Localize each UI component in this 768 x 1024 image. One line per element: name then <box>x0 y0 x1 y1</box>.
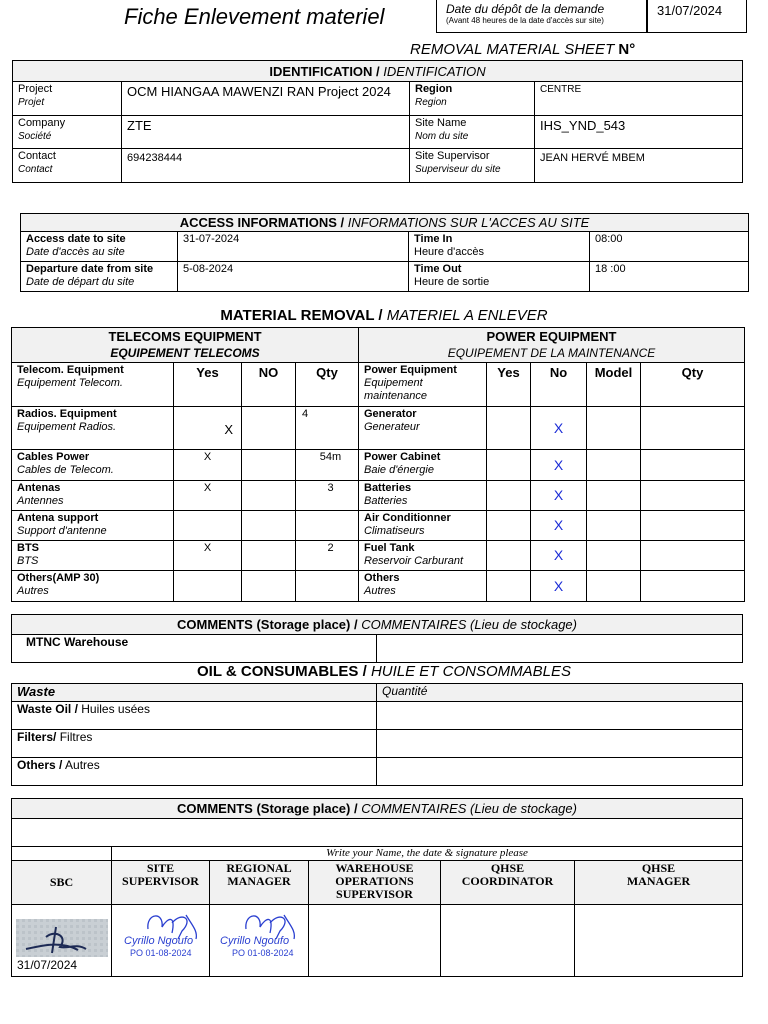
waste-oil-row: Waste Oil / Huiles usées <box>12 702 377 730</box>
col-yes-power-header: Yes <box>487 363 531 407</box>
oil-table <box>11 683 743 786</box>
contact-value: 694238444 <box>122 149 410 183</box>
material-row-5-yes: X <box>174 541 242 571</box>
material-row-1-telecom: Radios. Equipment Equipement Radios. <box>12 407 174 450</box>
material-row-5-telecom: BTS BTS <box>12 541 174 571</box>
sbc-signature-cell <box>12 905 112 977</box>
material-table <box>11 327 745 602</box>
material-row-6-no <box>242 571 296 602</box>
material-row-1-yes: X <box>174 407 242 450</box>
quantity-header: Quantité <box>377 684 743 702</box>
regional-manager-sign-name: Cyrillo Ngoufo <box>220 935 290 947</box>
material-row-2-power-no: X <box>531 450 587 481</box>
departure-date-label: Departure date from site Date de départ du site <box>21 262 178 292</box>
sbc-signature-image <box>16 919 108 957</box>
site-supervisor-signature-cell <box>112 905 210 977</box>
sbc-header: SBC <box>12 861 112 905</box>
supervisor-value: JEAN HERVÉ MBEM <box>535 149 743 183</box>
material-row-2-telecom: Cables Power Cables de Telecom. <box>12 450 174 481</box>
contact-label: Contact Contact <box>13 149 122 183</box>
qhse-coordinator-header: QHSE COORDINATOR <box>441 861 575 905</box>
material-row-3-power-yes <box>487 481 531 511</box>
storage-place-value: MTNC Warehouse <box>12 635 377 663</box>
material-row-1-qty: 4 <box>296 407 359 450</box>
material-row-6-power-no: X <box>531 571 587 602</box>
identification-table <box>12 60 743 183</box>
project-label: Project Projet <box>13 82 122 116</box>
col-no-header: NO <box>242 363 296 407</box>
material-row-6-yes <box>174 571 242 602</box>
access-table <box>20 213 749 292</box>
material-row-6-power-qty <box>641 571 745 602</box>
material-row-4-yes <box>174 511 242 541</box>
material-row-4-power: Air Conditionner Climatiseurs <box>359 511 487 541</box>
material-row-1-power-no: X <box>531 407 587 450</box>
region-label: Region Region <box>410 82 535 116</box>
region-value: CENTRE <box>535 82 743 116</box>
storage-place-extra <box>377 635 743 663</box>
comments-storage-header-2: COMMENTS (Storage place) / COMMENTAIRES (Lieu de stockage) <box>12 799 743 819</box>
material-row-1-power: Generator Generateur <box>359 407 487 450</box>
material-row-1-model <box>587 407 641 450</box>
material-row-2-power-qty <box>641 450 745 481</box>
qhse-manager-signature-cell <box>575 905 743 977</box>
col-model-header: Model <box>587 363 641 407</box>
material-row-4-qty <box>296 511 359 541</box>
telecom-equipment-header: TELECOMS EQUIPMENT EQUIPEMENT TELECOMS <box>12 328 359 363</box>
power-equipment-header: POWER EQUIPMENT EQUIPEMENT DE LA MAINTENANCE <box>359 328 745 363</box>
material-row-3-qty: 3 <box>296 481 359 511</box>
identification-header: IDENTIFICATION / IDENTIFICATION <box>13 61 743 82</box>
time-out-value: 18 :00 <box>590 262 749 292</box>
material-row-4-no <box>242 511 296 541</box>
waste-oil-qty <box>377 702 743 730</box>
oil-consumables-title: OIL & CONSUMABLES / HUILE ET CONSOMMABLES <box>197 663 571 680</box>
time-out-label: Time Out Heure de sortie <box>409 262 590 292</box>
request-date-value: 31/07/2024 <box>657 3 723 18</box>
col-no-power-header: No <box>531 363 587 407</box>
material-row-1-power-yes <box>487 407 531 450</box>
material-row-2-no <box>242 450 296 481</box>
comments-storage-table-2 <box>11 798 743 847</box>
material-row-3-power: Batteries Batteries <box>359 481 487 511</box>
material-row-5-no <box>242 541 296 571</box>
material-row-1-power-qty <box>641 407 745 450</box>
filters-qty <box>377 730 743 758</box>
material-row-2-yes: X <box>174 450 242 481</box>
material-row-3-power-qty <box>641 481 745 511</box>
material-row-6-telecom: Others(AMP 30) Autres <box>12 571 174 602</box>
material-row-2-power-yes <box>487 450 531 481</box>
others-row: Others / Autres <box>12 758 377 786</box>
material-row-4-power-qty <box>641 511 745 541</box>
col-qty-header: Qty <box>296 363 359 407</box>
material-row-4-model <box>587 511 641 541</box>
site-supervisor-header: SITE SUPERVISOR <box>112 861 210 905</box>
material-row-2-qty: 54m <box>296 450 359 481</box>
material-row-3-telecom: Antenas Antennes <box>12 481 174 511</box>
regional-manager-signature-cell <box>210 905 309 977</box>
storage-place-value-2 <box>12 819 743 847</box>
others-qty <box>377 758 743 786</box>
material-row-3-no <box>242 481 296 511</box>
qhse-manager-header: QHSE MANAGER <box>575 861 743 905</box>
material-row-4-power-no: X <box>531 511 587 541</box>
comments-storage-header: COMMENTS (Storage place) / COMMENTAIRES (Lieu de stockage) <box>12 615 743 635</box>
material-row-2-model <box>587 450 641 481</box>
waste-header: Waste <box>12 684 377 702</box>
filters-row: Filters/ Filtres <box>12 730 377 758</box>
site-supervisor-stamp: PO 01-08-2024 <box>130 948 192 958</box>
site-name-label: Site Name Nom du site <box>410 116 535 149</box>
material-removal-title: MATERIAL REMOVAL / MATERIEL A ENLEVER <box>220 307 548 324</box>
departure-date-value: 5-08-2024 <box>178 262 409 292</box>
material-row-3-model <box>587 481 641 511</box>
material-row-0-telecom: Telecom. Equipment Equipement Telecom. <box>12 363 174 407</box>
material-row-6-model <box>587 571 641 602</box>
signature-instruction-spacer <box>12 847 112 861</box>
company-value: ZTE <box>122 116 410 149</box>
access-date-label: Access date to site Date d'accès au site <box>21 232 178 262</box>
signature-instruction: Write your Name, the date & signature please <box>112 847 743 861</box>
supervisor-label: Site Supervisor Superviseur du site <box>410 149 535 183</box>
material-row-4-telecom: Antena support Support d'antenne <box>12 511 174 541</box>
regional-manager-stamp: PO 01-08-2024 <box>232 948 294 958</box>
request-date-label: Date du dépôt de la demande <box>446 2 605 16</box>
site-name-value: IHS_YND_543 <box>535 116 743 149</box>
material-row-3-yes: X <box>174 481 242 511</box>
regional-manager-header: REGIONAL MANAGER <box>210 861 309 905</box>
time-in-label: Time In Heure d'accès <box>409 232 590 262</box>
warehouse-signature-cell <box>309 905 441 977</box>
request-date-note: (Avant 48 heures de la date d'accès sur site) <box>446 16 604 25</box>
col-qty-power-header: Qty <box>641 363 745 407</box>
company-label: Company Société <box>13 116 122 149</box>
material-row-5-power-no: X <box>531 541 587 571</box>
material-row-0-power: Power Equipment Equipement maintenance <box>359 363 487 407</box>
material-row-4-power-yes <box>487 511 531 541</box>
qhse-coordinator-signature-cell <box>441 905 575 977</box>
request-date-value-box <box>647 0 747 33</box>
material-row-3-power-no: X <box>531 481 587 511</box>
material-row-6-qty <box>296 571 359 602</box>
signatures-table <box>11 846 743 977</box>
material-row-5-power-qty <box>641 541 745 571</box>
material-row-5-power-yes <box>487 541 531 571</box>
material-row-6-power-yes <box>487 571 531 602</box>
site-supervisor-sign-name: Cyrillo Ngoufo <box>124 935 194 947</box>
request-date-box <box>436 0 647 33</box>
access-header: ACCESS INFORMATIONS / INFORMATIONS SUR L'ACCES AU SITE <box>21 214 749 232</box>
project-value: OCM HIANGAA MAWENZI RAN Project 2024 <box>122 82 410 116</box>
sbc-date: 31/07/2024 <box>17 958 78 972</box>
warehouse-supervisor-header: WAREHOUSE OPERATIONS SUPERVISOR <box>309 861 441 905</box>
sheet-title: REMOVAL MATERIAL SHEET N° <box>410 41 636 58</box>
material-row-1-no <box>242 407 296 450</box>
material-row-2-power: Power Cabinet Baie d'énergie <box>359 450 487 481</box>
col-yes-header: Yes <box>174 363 242 407</box>
material-row-5-model <box>587 541 641 571</box>
sheet-number-label: N° <box>618 41 636 58</box>
comments-storage-table <box>11 614 743 663</box>
material-row-6-power: Others Autres <box>359 571 487 602</box>
material-row-5-power: Fuel Tank Reservoir Carburant <box>359 541 487 571</box>
form-title: Fiche Enlevement materiel <box>124 4 385 29</box>
material-row-5-qty: 2 <box>296 541 359 571</box>
access-date-value: 31-07-2024 <box>178 232 409 262</box>
time-in-value: 08:00 <box>590 232 749 262</box>
